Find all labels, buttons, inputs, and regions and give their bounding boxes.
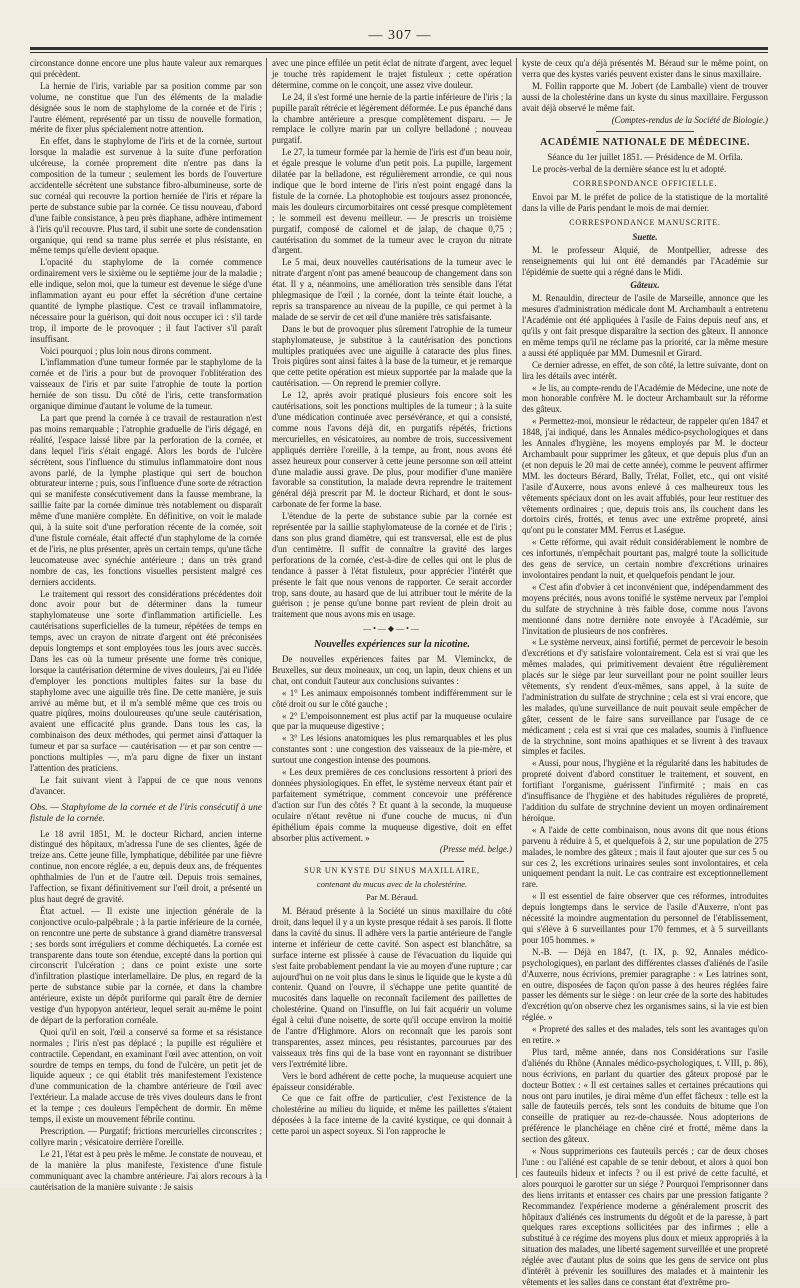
paragraph: « Il est essentiel de faire observer que ces réformes, introduites depuis longtemps dans le service de l'asile d'Auxerre, n'ont pas nécessité la moindre augmentation du personnel de l'établissement, qui s'élève à 6 surveillantes pour 170 femmes, et à 5 surveillants pour 105 hommes. » [522, 891, 768, 945]
paragraph: « Nous supprimerions ces fauteuils percés ; car de deux choses l'une : ou l'aliéné est capable de se tenir debout, et alors à quoi bon ces fauteuils hideux et infects ? ou il est privé de cette faculté, et alors pourquoi le garotter sur un siége ? Pourquoi l'emprisonner dans des liens irritants et entasser ces chairs par une pression fatigante ? Recommandez l'expérience moderne a généralement proscrit des hôpitaux d'aliénés ces instruments du dégoût et de la paresse, à part quelques rares exceptions sollicitées par des infirmes ; elle a substitué à ce régime des moyens plus doux et mieux appropriés à la situation des malades, une liberté sagement surveillée et une propreté réglée avec d'autant plus de soins que les gens de service ont plus d'intérêt à prévenir les souillures des malades et à maintenir les vêtements et les salles dans ce constant état d'extrême pro- [522, 1146, 768, 1287]
paragraph: Le 24, il s'est formé une hernie de la partie inférieure de l'iris ; la pupille paraît rétrécie et légèrement déformée. Le pus épanché dans la chambre antérieure a presque complètement disparu. — Je remplace le collyre marin par un collyre belladoné ; nouveau purgatif. [272, 91, 512, 146]
paragraph: « A l'aide de cette combinaison, nous avons dit que nous étions parvenu à réduire à 5, et quelquefois à 2, sur une population de 275 malades, le nombre des gâteux ; mais il faut ajouter que sur ces 5 ou sur ces 2, les excrétions urinaires seules sont involontaires, et cela uniquement pendant la nuit. Le cas contraire est exceptionnellement rare. [522, 824, 768, 890]
paragraph: Dans le but de provoquer plus sûrement l'atrophie de la tumeur staphylomateuse, je substitue à la cautérisation des ponctions multiples pratiquées avec une aiguille à cataracte des plus fines. Trois piqûres sont ainsi faites à la base de la tumeur, et je remarque que cette petite opération est mieux supportée par la malade que la cautérisation. — On reprend le premier collyre. [272, 323, 512, 389]
paragraph: Vers le bord adhérent de cette poche, la muqueuse acquiert une épaisseur considérable. [272, 1070, 512, 1092]
paragraph: « Permettez-moi, monsieur le rédacteur, de rappeler qu'en 1847 et 1848, j'ai indiqué, dans les Annales médico-psychologiques et dans les Annales d'hygiène, les moyens employés par M. le docteur Archambault pour supprimer les gâteux, et que depuis plus d'un an (et non depuis le 20 mai de cette année), comme le peuvent affirmer MM. les docteurs Bérard, Bally, Trélat, Follet, etc., qui ont visité l'asile d'Auxerre, nous avons enlevé à ces malheureux tous les vêtements spéciaux dont on les avait affublés, pour leur restituer des vêtements ordinaires ; que, depuis trois ans, ils couchent dans les dortoirs cirés, frottés, et tenus avec une extrême propreté, ainsi qu'ont pu le constater MM. Ferrus et Laségue. [522, 416, 768, 536]
paragraph: Ce dernier adresse, en effet, de son côté, la lettre suivante, dont on lira les détails avec intérêt. [522, 359, 768, 381]
paragraph: « 2° L'empoisonnement est plus actif par la muqueuse oculaire que par la muqueuse digestive ; [272, 710, 512, 732]
paragraph: M. Follin rapporte que M. Jobert (de Lamballe) vient de trouver aussi de la cholestérine dans un kyste du sinus maxillaire. Fergusson avait déjà observé le même fait. [522, 80, 768, 113]
paragraph: M. Renauldin, directeur de l'asile de Marseille, annonce que les mesures d'administration médicale dont M. Archambault a entretenu l'Académie ont été appliquées à l'asile de Fains depuis neuf ans, et qu'ils y ont fait presque disparaître la section des gâteux. Il annonce en même temps qu'il ne réclame pas la priorité, car la même mesure a aussi été appliquée par MM. Dumesnil et Girard. [522, 293, 768, 358]
paragraph: Le fait suivant vient à l'appui de ce que nous venons d'avancer. [30, 774, 262, 796]
paragraph: « C'est afin d'obvier à cet inconvénient que, indépendamment des moyens précités, nous avons tonifié le système nerveux par l'emploi du sulfate de strychnine à très faible dose, comme nous l'avons mentionné dans notre dernière note envoyée à l'Académie, sur l'invitation de plusieurs de nos confrères. [522, 581, 768, 636]
paragraph: Le 18 avril 1851, M. le docteur Richard, ancien interne distingué des hôpitaux, m'adressa l'une de ses clientes, âgée de treize ans. Cette jeune fille, lymphatique, débilitée par une fièvre continue, non encore réglée, a eu, depuis deux ans, de fréquentes ophthalmies de l'un et de l'autre œil. Depuis trois semaines, l'affection, se fixant définitivement sur l'œil droit, a présenté un plus haut degré de gravité. [30, 828, 262, 904]
paragraph: L'inflammation d'une tumeur formée par le staphylome de la cornée et de l'iris a pour but de provoquer l'oblitération des vaisseaux de l'iris et par suite l'atrophie de toute la portion herniée de son tissu. Du côté de l'iris, cette transformation organique diminue d'autant le volume de la tumeur. [30, 357, 262, 412]
paragraph: Le procès-verbal de la dernière séance est lu et adopté. [532, 164, 727, 175]
paragraph: « Je lis, au compte-rendu de l'Académie de Médecine, une note de mon honorable confrère M. le docteur Archambault sur la réforme des gâteux. [522, 382, 768, 415]
paragraph: Voici pourquoi ; plus loin nous dirons comment. [40, 345, 212, 356]
paragraph: Le 21, l'état est à peu près le même. Je constate de nouveau, et de la manière la plus manifeste, l'existence d'une fistule communiquant avec la chambre antérieure. J'ai alors recours à la cautérisation de la manière suivante : Je saisis [30, 1148, 262, 1192]
paragraph: Envoi par M. le préfet de police de la statistique de la mortalité dans la ville de Paris pendant le mois de mai dernier. [522, 192, 768, 213]
header-rule-thin [30, 52, 768, 53]
source-citation: (Presse méd. belge.) [439, 844, 512, 855]
article-author: Par M. Béraud. [366, 892, 418, 903]
paragraph: M. le professeur Alquié, de Montpellier, adresse des renseignements qui lui ont été demandés par l'Académie sur l'épidémie de suette qui a régné dans le Midi. [522, 244, 768, 277]
heading-correspondance-manuscrite: CORRESPONDANCE MANUSCRITE. [569, 217, 721, 227]
paragraph: kyste de ceux qu'a déjà présentés M. Béraud sur le même point, on verra que des kystes variés peuvent exister dans le sinus maxillaire. [522, 58, 768, 79]
source-citation: (Comptes-rendus de la Société de Biologie.) [611, 114, 768, 125]
paragraph: « Aussi, pour nous, l'hygiène et la régularité dans les habitudes de propreté doivent d'abord constituer le traitement, et souvent, en fortifiant l'organisme, guérissent l'infirmité ; mais en cas d'insuffisance de l'hygiène et des habitudes régulières de propreté, l'addition du sulfate de strychnine devient un moyen ordinairement héroïque. [522, 758, 768, 823]
column-divider-2 [516, 58, 517, 1178]
paragraph: Le 12, après avoir pratiqué plusieurs fois encore soit les cautérisations, soit les ponctions multiples de la tumeur ; à la suite d'une médication continuée avec persévérance, et qui a consisté, comme nous l'avons déjà dit, en purgatifs répétés, frictions mercurielles, en vésicatoires, au nombre de trois, successivement appliqués derrière l'oreille, à la tempe, au front, nous avons été assez heureux pour conserver à cette jeune personne son œil atteint d'une maladie aussi grave. De plus, pour modifier d'une manière favorable sa constitution, la malade devra reprendre le traitement général déjà prescrit par M. le docteur Richard, et dont le sous-carbonate de fer forme la base. [272, 390, 512, 510]
header-rule [30, 47, 768, 50]
paragraph: « Cette réforme, qui avait réduit considérablement le nombre de ces infortunés, n'empêchait pourtant pas, malgré toute la sollicitude des gens de service, un certain nombre d'excrétions urinaires involontaires pendant la nuit, et quelquefois pendant le jour. [522, 537, 768, 580]
paragraph: Le 5 mai, deux nouvelles cautérisations de la tumeur avec le nitrate d'argent n'ont pas amené beaucoup de changement dans son état. Il y a, néanmoins, une amélioration très sensible dans l'état phlegmasique de l'œil ; la cornée, dont la teinte était louche, a repris sa transparence au niveau de la pupille, ce qui permet à la malade de se servir de cet œil d'une manière très satisfaisante. [272, 257, 512, 322]
section-ornament: —•—◆—•— [363, 624, 421, 634]
paragraph: L'étendue de la perte de substance subie par la cornée est représentée par la saillie staphylomateuse de la cornée et de l'iris ; dans son plus grand diamètre, qui est transversal, elle est de plus d'un centimètre. Il suffit de connaître la gravité des larges perforations de la cornée, c'est-à-dire de celles qui ont le plus de tendance à passer à l'état fistuleux, pour apprécier l'intérêt que présente le fait que nous venons de rapporter. Ce serait accorder trop, sans doute, au hasard que de lui attribuer tout le mérite de la guérison ; je pense qu'une bonne part revient de plein droit au traitement que nous avons mis en usage. [272, 511, 512, 620]
paragraph: « Propreté des salles et des malades, tels sont les avantages qu'on en retire. » [522, 1024, 768, 1046]
paragraph: « 3° Les lésions anatomiques les plus remarquables et les plus constantes sont : une congestion des vaisseaux de la pie-mère, et surtout une congestion intense des poumons. [272, 733, 512, 766]
page-number: — 307 — [368, 28, 432, 43]
session-line: Séance du 1er juillet 1851. — Présidence de M. Orfila. [547, 152, 743, 163]
article-subtitle: contenant du mucus avec de la cholestérine. [316, 879, 468, 890]
column-2 [272, 58, 512, 1178]
paragraph: État actuel. — Il existe une injection générale de la conjonctive oculo-palpébrale ; à la partie inférieure de la cornée, on rencontre une perte de substance à grand diamètre transversal ; ses bords sont irréguliers et comme déchiquetés. La cornée est transparente dans toute son étendue, excepté dans la portion qui circonscrit l'ulcération ; dans ce point existe une sorte d'infiltration plastique interlamellaire. De plus, en regard de la perte de substance subie par la cornée, et dans la chambre antérieure, existe un dépôt puriforme qui paraît être de dernier vestige d'un hypopyon antérieur, lequel serait au-même le point de départ de la perforation cornéale. [30, 905, 262, 1025]
heading-gateux: Gâteux. [630, 280, 660, 291]
article-title-kyste: SUR UN KYSTE DU SINUS MAXILLAIRE, [304, 866, 480, 876]
paragraph: M. Béraud présente à la Société un sinus maxillaire du côté droit, dans lequel il y a un kyste presque rédait à ses parois. Il flotte dans la cavité du sinus. Il adhère vers la partie antérieure de l'angle interne et inférieur de cette cavité. Son aspect est blanchâtre, sa surface interne est plissée à cause de l'évacuation du liquide qui s'est faite probablement pendant la vie au moyen d'une rupture ; car aujourd'hui on ne voit plus dans le sinus le liquide que le kyste a dû contenir. Quand on l'ouvre, il s'échappe une petite quantité de mucosités dans laquelle on reconnaît facilement des paillettes de cholestérine. Quand on l'insuffle, on lui fait acquérir un volume égal à celui d'une noisette, de sorte qu'il occupe environ la moitié de l'antre d'Highmore. Alors on reconnaît que les parois sont transparentes, assez minces, peu résistantes, parcourues par des vaisseaux très fins qui de la base vont en rayonnant se distribuer vers l'extrémité libre. [272, 906, 512, 1069]
paragraph: « Les deux premières de ces conclusions ressortent à priori des données physiologiques. En effet, le système nerveux étant pair et parfaitement symétrique, comment concevoir une préférence d'action sur l'un des côtés ? Et quant à la seconde, la muqueuse oculaire n'étant revêtue ni d'une couche de mucus, ni d'un épithélium épais comme la muqueuse digestive, doit en effet absorber plus activement. » [272, 767, 512, 843]
paragraph: « Le système nerveux, ainsi fortifié, permet de percevoir le besoin d'excrétions et d'y satisfaire volontairement. Cela est si vrai que les mêmes malades, qui primitivement devaient être régulièrement placés sur le siège par leur surveillant pour ne point souiller leurs vêtements, s'y rendent d'eux-mêmes, sans appel, à la suite de l'administration du sulfate de strychnine ; cela est si vrai encore, que les malades, qu'une surveillance de nuit pouvait seule empêcher de gâter, cessent de le faire sans surveillance par l'usage de ce médicament ; cela est si vrai que ces malades, soumis à l'influence de la strychnine, sont moins apathiques et se livrent à des travaux simples et faciles. [522, 637, 768, 757]
paragraph: Quoi qu'il en soit, l'œil a conservé sa forme et sa résistance normales ; l'iris n'est pas déplacé ; la pupille est régulière et contractile. Cependant, en examinant l'œil avec attention, on voit sourdre de temps en temps, du fond de l'ulcère, un petit jet de liquide aqueux ; ce qui établit très manifestement l'existence d'une communication de la chambre antérieure de l'œil avec l'extérieur. La malade accuse de très vives douleurs dans le front et la tempe ; ces douleurs l'empêchent de dormir. En même temps, il existe un mouvement fébrile continu. [30, 1026, 262, 1125]
paragraph: Plus tard, même année, dans nos Considérations sur l'asile d'aliénés du Rhône (Annales médico-psychologiques, t. VIII, p. 86), nous écrivions, en parlant du quartier des gâteux proposé par le docteur Bottex : « Il est certaines salles et certaines précautions qui nous ont paru inutiles, je dirai même d'un effet fâcheux : telle est la salle de fauteuils percés, tels sont les conduits de bitume que l'on conseille de pratiquer au rez-de-chaussée. Nous adopterions de préférence le planchéiage en chêne ciré et frotté, même dans la section des gâteux. [522, 1046, 768, 1145]
observation-title: Obs. — Staphylome de la cornée et de l'iris consécutif à une fistule de la cornée. [30, 802, 262, 824]
paragraph: En effet, dans le staphylome de l'iris et de la cornée, surtout lorsque la maladie est survenue à la suite d'une perforation ulcéreuse, la cornée proprement dite n'entre pas dans la composition de la tumeur ; seulement les bords de l'ouverture accidentelle sécrètent une substance fibro-albumineuse, sorte de suc cornéal qui recouvre la portion herniée de l'iris et répare la perte de substance subie par la cornée. Ce tissu nouveau, d'abord d'une faible consistance, à peu près diaphane, adhère intimement à l'iris qu'il recouvre. Plus tard, il subit une sorte de condensation organique, qui rend sa trame plus serrée et plus résistante, en même temps qu'elle devient opaque. [30, 136, 262, 256]
column-divider-1 [266, 58, 267, 1178]
column-3 [522, 58, 768, 1287]
paragraph: Le traitement qui ressort des considérations précédentes doit donc avoir pour but de déterminer dans la tumeur staphylomateuse une sorte d'inflammation artificielle. Les cautérisations superficielles de la tumeur, répétées de temps en temps, avec un crayon de nitrate d'argent ont été préconisées depuis longtemps et sont employées tous les jours avec succès. Dans les cas où la tumeur présente une forme très conique, lorsque la cautérisation détermine de vives douleurs, j'ai eu l'idée d'employer les ponctions multiples faites sur la base du staphylome avec une aiguille très fine. De cette manière, je suis arrivé au même but, et il m'a semblé même que ces trois ou quatre piqûres, moins douloureuses qu'une seule cautérisation, avaient une efficacité plus grande. Dans tous les cas, la combinaison des deux méthodes, qui permet ainsi d'attaquer la tumeur et par sa surface — cautérisation — et par son centre — ponctions multiples —, m'a paru digne de fixer un instant l'attention des praticiens. [30, 588, 262, 773]
column-1 [30, 58, 262, 1192]
paragraph: Ce que ce fait offre de particulier, c'est l'existence de la cholestérine au milieu du liquide, et même les paillettes s'étaient déposées à la face interne de la cavité kystique, ce qui donnait à cette paroi un aspect soyeux. Si l'on rapproche le [272, 1093, 512, 1137]
paragraph: Le 27, la tumeur formée par la hernie de l'iris est d'un beau noir, et égale presque le volume d'un petit pois. La pupille, largement dilatée par la belladone, est régulièrement arrondie, ce qui nous indique que le bord interne de l'iris n'est point engagé dans la fistule de la cornée. La photophobie est toujours assez prononcée, mais les douleurs circumorbitaires ont cessé presque complètement ; le sommeil est devenu meilleur. — Je prescris un troisième purgatif, composé de calomel et de jalap, de chaque 0,75 ; cautérisation du sommet de la tumeur avec le crayon du nitrate d'argent. [272, 147, 512, 256]
heading-correspondance-officielle: CORRESPONDANCE OFFICIELLE. [572, 179, 718, 189]
paragraph: circonstance donne encore une plus haute valeur aux remarques qui précèdent. [30, 58, 262, 79]
section-title-academie: ACADÉMIE NATIONALE DE MÉDECINE. [540, 137, 750, 149]
paragraph: De nouvelles expériences faites par M. Vleminckx, de Bruxelles, sur deux moineaux, un coq, un lapin, deux chiens et un chat, ont conduit l'auteur aux conclusions suivantes : [272, 654, 512, 686]
paragraph: L'opacité du staphylome de la cornée commence ordinairement vers le sixième ou le septième jour de la maladie ; elle indique, selon moi, que la tumeur est devenue le siége d'une inflammation ayant eu pour effet la sécrétion d'une certaine quantité de lymphe plastique. C'est ce travail inflammatoire, nécessaire pour la guérison, qui doit nous occuper ici : s'il tarde trop, il importe de le provoquer ; il faut l'activer s'il paraît insuffisant. [30, 257, 262, 344]
section-separator [596, 131, 694, 132]
paragraph: La hernie de l'iris, variable par sa position comme par son volume, ne constitue que l'un des éléments de la maladie désignée sous le nom de staphylome de la cornée et de l'iris ; l'autre élément, représenté par un tissu de nouvelle formation, mérite de fixer plus spécialement notre attention. [30, 80, 262, 135]
paragraph: Prescription. — Purgatif; frictions mercurielles circonscrites ; collyre marin ; vésicatoire derrière l'oreille. [30, 1126, 262, 1147]
paragraph: La part que prend la cornée à ce travail de restauration n'est pas moins remarquable ; l'atrophie graduelle de l'iris dégagé, en réalité, l'espace laissé libre par la perforation de la cornée, et dans lequel l'iris s'était engagé. Alors les bords de l'ulcère sécrètent, sous l'influence du stimulus inflammatoire dont nous avons parlé, de la lymphe plastique qui sert de bouchon obturateur interne ; puis, sous l'influence d'une sorte de rétraction qui se manifeste consécutivement dans la fausse membrane, la saillie faite par la cornée diminue très notablement ou disparaît même d'une manière complète. En définitive, on voit le malade qui, à la suite soit d'une perforation récente de la cornée, soit d'une fistule cornéale, était affecté d'un staphylome de la cornée et de l'iris, ne plus présenter, après un certain temps, qu'une tâche leucomateuse avec synéchie antérieure ; dans un très grand nombre de cas, les fonctions visuelles persistent malgré ces derniers accidents. [30, 413, 262, 587]
paragraph: « 1° Les animaux empoisonnés tombent indifféremment sur le côté droit ou sur le côté gauche ; [272, 687, 512, 709]
paragraph: N.-B. — Déjà en 1847, (t. IX, p. 92, Annales médico-psychologiques), en parlant des différentes classes d'aliénés de l'asile d'Auxerre, nous écrivions, premier paragraphe : « Les latrines sont, en outre, disposées de façon qu'on passe à des heures réglées faire passer les déments sur le siège : on leur crée de la sorte des habitudes d'excrétion qu'on observe chez les organismes sains, si la vie est bien réglée. » [522, 946, 768, 1023]
heading-suette: Suette. [632, 231, 658, 242]
section-title-nicotine: Nouvelles expériences sur la nicotine. [314, 639, 470, 651]
paragraph: avec une pince effilée un petit éclat de nitrate d'argent, avec lequel je touche très rapidement le trajet fistuleux ; cette opération détermine, comme on le conçoit, une assez vive douleur. [272, 58, 512, 90]
article-separator [320, 861, 464, 862]
